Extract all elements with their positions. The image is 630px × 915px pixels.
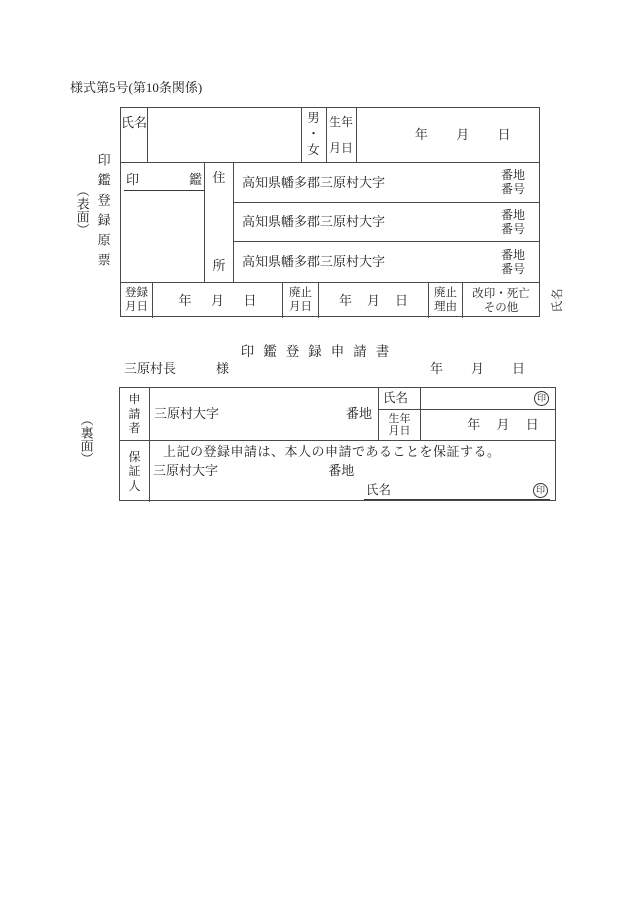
seal-register-table <box>120 107 540 317</box>
applicant-name-field <box>421 388 555 409</box>
lot-number-labels: 番地 番号 <box>501 168 526 197</box>
guarantee-statement: 上記の登録申請は、本人の申請であることを保証する。 <box>163 444 501 459</box>
front-side-label: （表面） <box>74 184 90 236</box>
guarantor-label: 保証人 <box>120 441 150 502</box>
address-row: 高知県幡多郡三原村大字 番地 番号 <box>234 203 539 243</box>
day-label: 日 <box>511 361 525 376</box>
applicant-address-area <box>150 388 379 440</box>
guarantor-address-line <box>150 463 555 479</box>
sex-label <box>302 108 327 162</box>
applicant-address: 三原村大字 <box>154 406 220 422</box>
year-label: 年 <box>467 417 481 433</box>
lot-number-labels: 番地 番号 <box>501 248 526 277</box>
registration-date-label: 登録月日 <box>121 283 153 318</box>
address-row: 高知県幡多郡三原村大字 番地 番号 <box>234 163 539 203</box>
addressee: 三原村長 <box>124 361 177 376</box>
application-title: 印鑑登録申請書 <box>240 344 399 359</box>
year-label: 年 <box>178 292 192 308</box>
seal-mark-icon: 印 <box>533 483 548 498</box>
banchi-label: 番地 <box>328 462 355 478</box>
address-row: 高知県幡多郡三原村大字 番地 番号 <box>234 242 539 282</box>
applicant-name-row <box>379 388 555 410</box>
registration-row <box>121 283 539 318</box>
month-label: 月 <box>366 292 380 308</box>
application-table <box>119 387 556 501</box>
name-row <box>121 108 539 163</box>
abolition-reason-label: 廃止理由 <box>429 283 463 318</box>
honorific: 様 <box>216 361 230 376</box>
month-label: 月 <box>470 361 484 376</box>
applicant-row <box>120 388 555 441</box>
address-label: 住 所 <box>205 163 234 282</box>
side-name-label: 氏名 <box>552 287 565 313</box>
address-column <box>234 163 539 282</box>
name-input-area <box>148 108 302 162</box>
year-label: 年 <box>338 292 352 308</box>
form-number: 様式第5号(第10条関係) <box>70 80 203 95</box>
seal-address-section <box>121 163 539 283</box>
applicant-label: 申請者 <box>120 388 150 440</box>
sex-female: 女 <box>307 143 320 157</box>
abolition-date-area <box>319 283 429 318</box>
guarantor-content <box>150 441 555 502</box>
guarantor-name-label: 氏名 <box>366 483 392 497</box>
day-label: 日 <box>243 292 257 308</box>
guarantor-row <box>120 441 555 502</box>
banchi-label: 番地 <box>345 406 372 422</box>
day-label: 日 <box>525 417 539 433</box>
sex-male: 男 <box>307 111 320 125</box>
month-label: 月 <box>456 127 470 143</box>
applicant-birth-date-area <box>421 410 555 440</box>
month-label: 月 <box>496 417 510 433</box>
abolition-date-label: 廃止月日 <box>283 283 319 318</box>
guarantor-address: 三原村大字 <box>153 462 219 478</box>
seal-mark-icon: 印 <box>534 391 549 406</box>
seal-imprint-area <box>121 163 205 282</box>
year-label: 年 <box>429 361 443 376</box>
guarantor-name-line <box>364 483 550 500</box>
day-label: 日 <box>497 127 511 143</box>
birth-label: 生年月日 <box>327 108 357 162</box>
applicant-name-label: 氏名 <box>379 388 421 409</box>
abolition-reason-value: 改印・死亡その他 <box>472 287 530 314</box>
front-register-title: 印鑑登録原票 <box>95 153 111 273</box>
month-label: 月 <box>210 292 224 308</box>
back-side-label: （裏面） <box>78 413 94 465</box>
day-label: 日 <box>394 292 408 308</box>
sex-dot: ・ <box>307 127 320 141</box>
applicant-birth-label: 生年月日 <box>379 410 421 440</box>
birth-date-area <box>357 108 540 162</box>
registration-date-area <box>153 283 283 318</box>
application-date-area <box>402 361 557 377</box>
seal-imprint-label: 印 鑑 <box>124 172 204 191</box>
applicant-identity-area <box>379 388 555 440</box>
applicant-birth-row <box>379 410 555 440</box>
addressee-line <box>120 361 557 377</box>
name-label: 氏名 <box>121 108 148 162</box>
lot-number-labels: 番地 番号 <box>501 208 526 236</box>
year-label: 年 <box>414 127 428 143</box>
